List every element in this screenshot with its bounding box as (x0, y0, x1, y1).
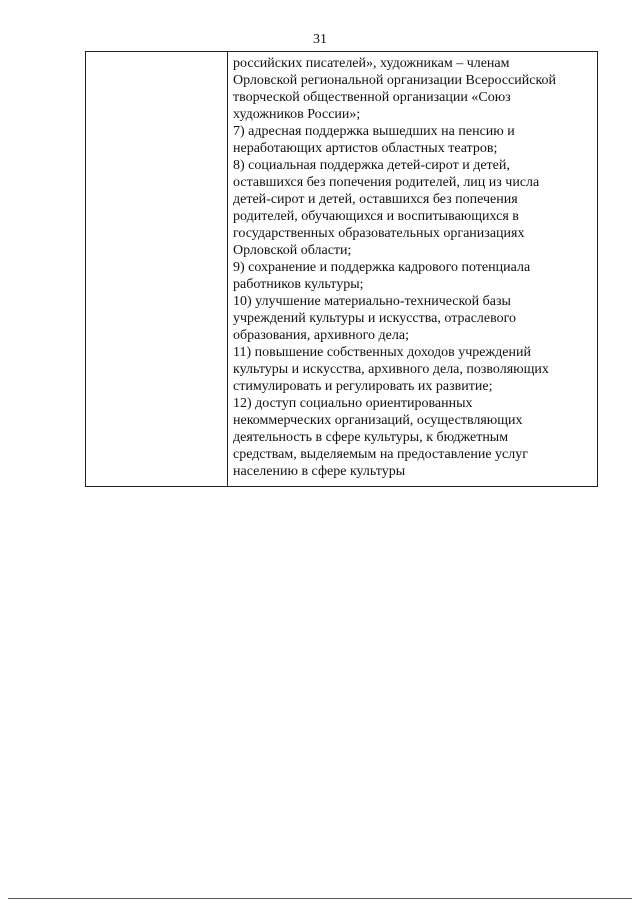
document-table (85, 51, 598, 487)
text-line: Орловской области; (233, 243, 352, 258)
text-line: работников культуры; (233, 277, 364, 292)
text-line: российских писателей», художникам – членам (233, 56, 510, 71)
page-number: 31 (313, 32, 327, 47)
text-line: творческой общественной организации «Союз (233, 90, 511, 105)
text-line: неработающих артистов областных театров; (233, 141, 498, 156)
text-line: культуры и искусства, архивного дела, позволяющих (233, 362, 549, 377)
table-right-cell (228, 52, 597, 486)
text-line: родителей, обучающихся и воспитывающихся в (233, 209, 519, 224)
text-line: образования, архивного дела; (233, 328, 409, 343)
text-line: стимулировать и регулировать их развитие; (233, 379, 493, 394)
text-line: учреждений культуры и искусства, отраслевого (233, 311, 517, 326)
bottom-rule (8, 898, 632, 899)
text-line: детей-сирот и детей, оставшихся без попечения (233, 192, 518, 207)
text-line: 10) улучшение материально-технической базы (233, 294, 511, 309)
text-line: оставшихся без попечения родителей, лиц из числа (233, 175, 540, 190)
table-left-cell (86, 52, 228, 486)
text-line: 7) адресная поддержка вышедших на пенсию и (233, 124, 515, 139)
text-line: художников России»; (233, 107, 361, 122)
text-line: государственных образовательных организациях (233, 226, 525, 241)
text-line: 12) доступ социально ориентированных (233, 396, 473, 411)
text-line: 11) повышение собственных доходов учреждений (233, 345, 531, 360)
text-line: деятельность в сфере культуры, к бюджетным (233, 430, 509, 445)
text-line: населению в сфере культуры (233, 464, 406, 479)
text-line: 9) сохранение и поддержка кадрового потенциала (233, 260, 531, 275)
text-line: средствам, выделяемым на предоставление услуг (233, 447, 528, 462)
text-line: Орловской региональной организации Всероссийской (233, 73, 557, 88)
text-line: некоммерческих организаций, осуществляющих (233, 413, 523, 428)
text-line: 8) социальная поддержка детей-сирот и детей, (233, 158, 510, 173)
